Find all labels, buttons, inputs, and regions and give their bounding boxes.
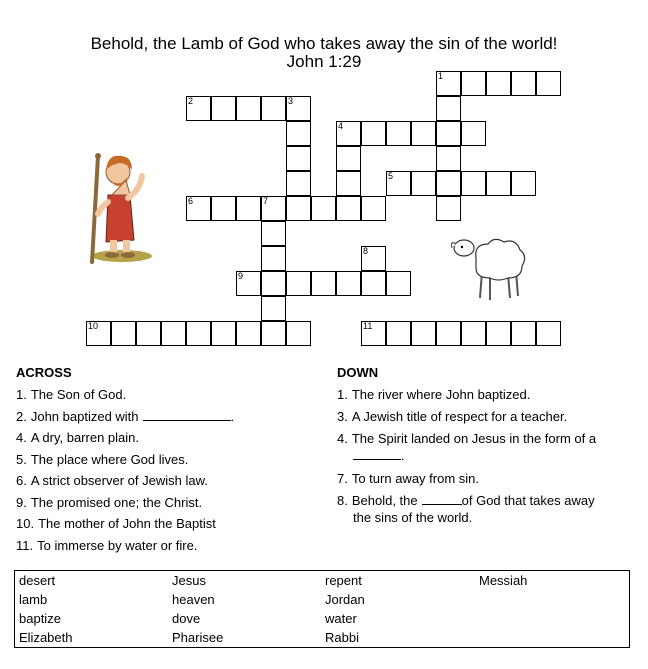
across-clue (16, 386, 126, 403)
answer-blank (353, 447, 401, 460)
word-bank-item: Messiah (479, 573, 528, 588)
crossword-cell[interactable] (186, 196, 211, 221)
word-bank-item: Pharisee (172, 630, 224, 645)
crossword-cell[interactable] (261, 96, 286, 121)
crossword-cell[interactable] (436, 321, 461, 346)
clue-text: The river where John baptized. (351, 387, 531, 402)
clue-text: The Spirit landed on Jesus in the form of a (351, 431, 597, 446)
crossword-cell[interactable] (486, 171, 511, 196)
crossword-cell[interactable] (361, 271, 386, 296)
puzzle-title: Behold, the Lamb of God who takes away the sin of the world! (90, 34, 558, 53)
crossword-cell[interactable] (236, 321, 261, 346)
crossword-cell[interactable] (361, 121, 386, 146)
clue-number: 4 (338, 121, 344, 131)
across-clue (16, 429, 139, 446)
clue-num: 1. (16, 387, 27, 402)
crossword-cell[interactable] (236, 196, 261, 221)
crossword-cell[interactable] (411, 321, 436, 346)
crossword-cell[interactable] (211, 321, 236, 346)
crossword-cell[interactable] (286, 196, 311, 221)
crossword-cell[interactable] (386, 321, 411, 346)
clue-suffix: . (230, 409, 235, 424)
crossword-cell[interactable] (211, 96, 236, 121)
clue-text: The promised one; the Christ. (30, 495, 203, 510)
word-bank-item: lamb (19, 592, 48, 607)
crossword-cell[interactable] (136, 321, 161, 346)
word-bank-item: baptize (19, 611, 61, 626)
clue-num: 1. (337, 387, 348, 402)
clue-number: 5 (388, 171, 394, 181)
clue-text: A dry, barren plain. (30, 430, 139, 445)
crossword-cell[interactable] (461, 171, 486, 196)
crossword-cell[interactable] (311, 271, 336, 296)
crossword-cell[interactable] (261, 196, 286, 221)
crossword-cell[interactable] (511, 321, 536, 346)
crossword-cell[interactable] (211, 196, 236, 221)
clue-num: 2. (16, 409, 27, 424)
crossword-cell[interactable] (336, 171, 361, 196)
lamb-illustration (450, 232, 530, 302)
clue-num: 6. (16, 473, 27, 488)
crossword-cell[interactable] (461, 321, 486, 346)
clue-number: 1 (438, 71, 444, 81)
clue-text: To turn away from sin. (351, 471, 479, 486)
crossword-cell[interactable] (511, 71, 536, 96)
word-bank-item: heaven (172, 592, 215, 607)
crossword-cell[interactable] (436, 71, 461, 96)
crossword-cell[interactable] (436, 171, 461, 196)
down-clue (337, 430, 627, 464)
across-clue (16, 515, 216, 532)
down-clue (337, 386, 627, 403)
crossword-cell[interactable] (436, 196, 461, 221)
clue-num: 11. (16, 538, 34, 553)
crossword-cell[interactable] (286, 121, 311, 146)
down-clue (337, 408, 627, 425)
down-clue (337, 470, 627, 487)
crossword-cell[interactable] (461, 71, 486, 96)
clue-text: The Son of God. (30, 387, 127, 402)
word-bank-item: water (325, 611, 357, 626)
crossword-cell[interactable] (161, 321, 186, 346)
crossword-cell[interactable] (486, 321, 511, 346)
word-bank-item: desert (19, 573, 56, 588)
clue-after: of God that takes away (461, 493, 595, 508)
crossword-cell[interactable] (386, 171, 411, 196)
crossword-cell[interactable] (511, 171, 536, 196)
crossword-cell[interactable] (261, 221, 286, 246)
crossword-cell[interactable] (286, 321, 311, 346)
clue-num: 10. (16, 516, 35, 531)
crossword-cell[interactable] (261, 271, 286, 296)
crossword-cell[interactable] (436, 121, 461, 146)
clue-number: 8 (363, 246, 369, 256)
crossword-cell[interactable] (361, 246, 386, 271)
crossword-cell[interactable] (111, 321, 136, 346)
crossword-cell[interactable] (236, 96, 261, 121)
crossword-cell[interactable] (286, 271, 311, 296)
across-clue (16, 537, 197, 554)
clue-num: 7. (337, 471, 348, 486)
crossword-cell[interactable] (411, 121, 436, 146)
crossword-cell[interactable] (411, 171, 436, 196)
word-bank-item: dove (172, 611, 201, 626)
john-the-baptist-illustration (78, 150, 158, 265)
clue-num: 8. (337, 493, 348, 508)
clue-number: 11 (363, 321, 373, 331)
crossword-cell[interactable] (336, 271, 361, 296)
clue-num: 5. (16, 452, 27, 467)
crossword-cell[interactable] (486, 71, 511, 96)
word-bank-item: repent (325, 573, 362, 588)
clue-text: To immerse by water or fire. (37, 538, 198, 553)
clue-number: 10 (88, 321, 99, 331)
crossword-cell[interactable] (261, 296, 286, 321)
clue-suffix: . (401, 448, 405, 463)
crossword-cell[interactable] (236, 271, 261, 296)
crossword-cell[interactable] (361, 196, 386, 221)
clue-text: Behold, the (351, 493, 418, 508)
crossword-cell[interactable] (311, 196, 336, 221)
across-clue (16, 494, 202, 511)
crossword-cell[interactable] (261, 246, 286, 271)
clue-text-line2: the sins of the world. (353, 510, 473, 525)
across-clue (16, 408, 234, 425)
crossword-cell[interactable] (336, 146, 361, 171)
across-clue (16, 451, 188, 468)
crossword-cell[interactable] (286, 146, 311, 171)
crossword-cell[interactable] (536, 71, 561, 96)
crossword-cell[interactable] (361, 321, 386, 346)
crossword-cell[interactable] (261, 321, 286, 346)
crossword-cell[interactable] (86, 321, 111, 346)
clue-text: The place where God lives. (30, 452, 189, 467)
crossword-cell[interactable] (336, 121, 361, 146)
answer-blank (422, 492, 462, 505)
clue-number: 9 (238, 271, 244, 281)
crossword-cell[interactable] (186, 321, 211, 346)
crossword-cell[interactable] (461, 121, 486, 146)
word-bank-item: Jordan (325, 592, 365, 607)
clue-number: 7 (263, 196, 269, 206)
across-heading: ACROSS (16, 365, 72, 380)
clue-num: 4. (337, 431, 348, 446)
crossword-cell[interactable] (386, 121, 411, 146)
crossword-cell[interactable] (286, 96, 311, 121)
clue-text: John baptized with (30, 409, 139, 424)
word-bank (14, 570, 630, 648)
crossword-cell[interactable] (186, 96, 211, 121)
clue-number: 3 (288, 96, 294, 106)
clue-number: 2 (188, 96, 194, 106)
down-clue (337, 492, 627, 526)
across-clue (16, 472, 208, 489)
crossword-cell[interactable] (386, 271, 411, 296)
clue-num: 4. (16, 430, 27, 445)
word-bank-item: Rabbi (325, 630, 359, 645)
clue-text: The mother of John the Baptist (38, 516, 216, 531)
crossword-cell[interactable] (286, 171, 311, 196)
word-bank-item: Jesus (172, 573, 206, 588)
clue-text: A strict observer of Jewish law. (30, 473, 208, 488)
clue-num: 3. (337, 409, 348, 424)
puzzle-reference: John 1:29 (286, 52, 362, 71)
word-bank-item: Elizabeth (19, 630, 73, 645)
crossword-cell[interactable] (436, 96, 461, 121)
crossword-cell[interactable] (536, 321, 561, 346)
crossword-cell[interactable] (436, 146, 461, 171)
clue-text: A Jewish title of respect for a teacher. (351, 409, 568, 424)
clue-num: 9. (16, 495, 27, 510)
crossword-cell[interactable] (336, 196, 361, 221)
answer-blank (143, 408, 231, 421)
clue-number: 6 (188, 196, 194, 206)
down-heading: DOWN (337, 365, 379, 380)
